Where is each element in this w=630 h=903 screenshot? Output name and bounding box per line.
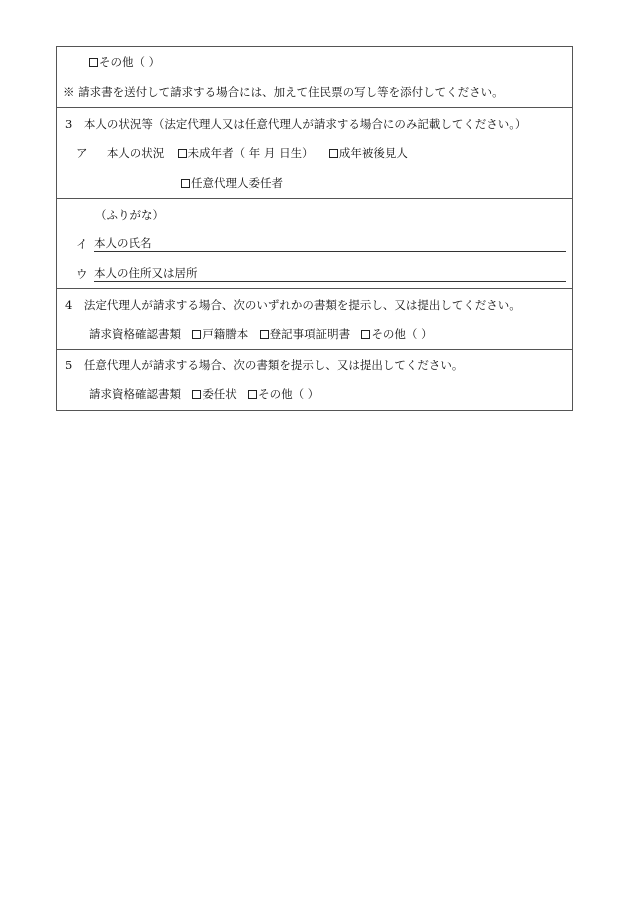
section-4-docs-row	[89, 327, 433, 341]
furigana-label: （ふりがな）	[95, 208, 164, 222]
status-row	[76, 146, 408, 160]
section-3-heading: 3 本人の状況等（法定代理人又は任意代理人が請求する場合にのみ記載してください。）	[65, 117, 527, 131]
delegator-row	[181, 176, 283, 190]
section-4-docs-label: 請求資格確認書類	[89, 327, 181, 341]
note-text: 請求書を送付して請求する場合には、加えて住民票の写し等を添付してください。	[78, 85, 504, 99]
registry-cert-label: 登記事項証明書	[269, 327, 351, 341]
principal-address-field[interactable]	[94, 266, 566, 282]
minor-checkbox[interactable]	[178, 149, 187, 158]
minor-option-label: 未成年者（ 年 月 日生）	[187, 146, 314, 160]
section-principal-identity	[57, 199, 572, 289]
family-register-checkbox[interactable]	[192, 330, 201, 339]
section-5-other-checkbox[interactable]	[248, 390, 257, 399]
family-register-label: 戸籍謄本	[202, 327, 249, 341]
section-4-legal-representative	[57, 289, 572, 350]
principal-name-label: 本人の氏名	[94, 236, 152, 250]
other-option-label: その他（ ）	[99, 55, 161, 69]
adult-guardian-option-label: 成年被後見人	[338, 146, 408, 160]
adult-guardian-checkbox[interactable]	[329, 149, 338, 158]
principal-name-field[interactable]	[94, 236, 566, 252]
item-a-marker: ア	[76, 146, 88, 160]
section-5-heading: 5 任意代理人が請求する場合、次の書類を提示し、又は提出してください。	[65, 358, 464, 372]
delegator-checkbox[interactable]	[181, 179, 190, 188]
section-5-other-label: その他（ ）	[258, 387, 320, 401]
other-option-row	[89, 55, 160, 69]
section-5-docs-row	[89, 387, 319, 401]
section-4-heading: 4 法定代理人が請求する場合、次のいずれかの書類を提示し、又は提出してください。	[65, 298, 521, 312]
item-i-marker: イ	[76, 237, 88, 251]
mailing-note	[63, 85, 504, 99]
note-mark: ※	[63, 85, 75, 99]
delegator-option-label: 任意代理人委任者	[191, 176, 283, 190]
section-4-other-label: その他（ ）	[371, 327, 433, 341]
proxy-letter-label: 委任状	[202, 387, 237, 401]
item-u-marker: ウ	[76, 267, 88, 281]
section-supplement	[57, 47, 572, 108]
section-4-other-checkbox[interactable]	[361, 330, 370, 339]
other-checkbox[interactable]	[89, 58, 98, 67]
section-5-voluntary-representative	[57, 350, 572, 410]
principal-address-label: 本人の住所又は居所	[94, 266, 198, 280]
registry-cert-checkbox[interactable]	[260, 330, 269, 339]
proxy-letter-checkbox[interactable]	[192, 390, 201, 399]
section-3-principal-status	[57, 108, 572, 199]
request-form-continuation	[56, 46, 573, 411]
section-5-docs-label: 請求資格確認書類	[89, 387, 181, 401]
status-label: 本人の状況	[106, 146, 165, 160]
